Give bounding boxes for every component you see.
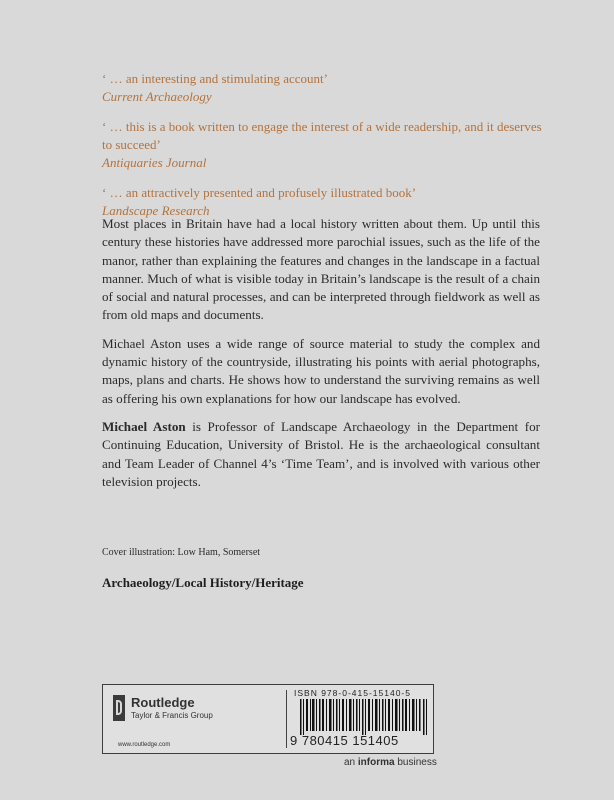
tagline-prefix: an <box>344 757 358 768</box>
publisher-group: Taylor & Francis Group <box>131 711 213 720</box>
quote-text: ‘ … an interesting and stimulating account’ <box>102 71 328 86</box>
author-bio <box>102 418 540 491</box>
quote-text: ‘ … this is a book written to engage the interest of a wide readership, and it deserves to succeed’ <box>102 119 542 152</box>
quote-source: Current Archaeology <box>102 89 212 104</box>
barcode-icon <box>300 699 428 735</box>
tagline-brand: informa <box>357 757 395 768</box>
isbn-digits: 9 780415 151405 <box>290 733 399 748</box>
publisher-website: www.routledge.com <box>118 742 171 748</box>
divider <box>286 690 287 748</box>
book-description <box>102 215 540 501</box>
quote-text: ‘ … an attractively presented and profusely illustrated book’ <box>102 185 417 200</box>
author-name: Michael Aston <box>102 418 186 434</box>
cover-illustration-credit: Cover illustration: Low Ham, Somerset <box>102 547 261 558</box>
tagline-suffix: business <box>394 757 437 768</box>
publisher-box <box>102 684 434 754</box>
review-quote <box>102 70 542 106</box>
routledge-logo-icon <box>113 695 125 721</box>
publisher-tagline <box>344 757 437 768</box>
quote-source: Antiquaries Journal <box>102 155 207 170</box>
isbn-label: ISBN 978-0-415-15140-5 <box>294 688 411 698</box>
author-bio-text: is Professor of Landscape Archaeology in the Department for Continuing Education, University of Bristol. He is the archaeological consultant and Team Leader of Channel 4’s ‘Time Team’, and is involved with various other television projects. <box>102 418 540 489</box>
review-quotes <box>102 70 542 232</box>
subject-category: Archaeology/Local History/Heritage <box>102 575 304 590</box>
description-paragraph: Most places in Britain have had a local history written about them. Up until this century these histories have addressed more parochial issues, such as the life of the manor, rather than explaining the features and changes in the landscape in a factual manner. Much of what is visible today in Britain’s landscape is the result of a chain of social and natural processes, and can be interpreted through fieldwork as well as from old maps and documents. <box>102 216 540 323</box>
description-paragraph: Michael Aston uses a wide range of source material to study the complex and dynamic history of the countryside, illustrating his points with aerial photographs, maps, plans and charts. He shows how to understand the surviving remains as well as offering his own explanations for how our landscape has evolved. <box>102 335 540 406</box>
publisher-name: Routledge <box>131 695 195 710</box>
quote-source: Landscape Research <box>102 203 210 218</box>
review-quote <box>102 118 542 172</box>
